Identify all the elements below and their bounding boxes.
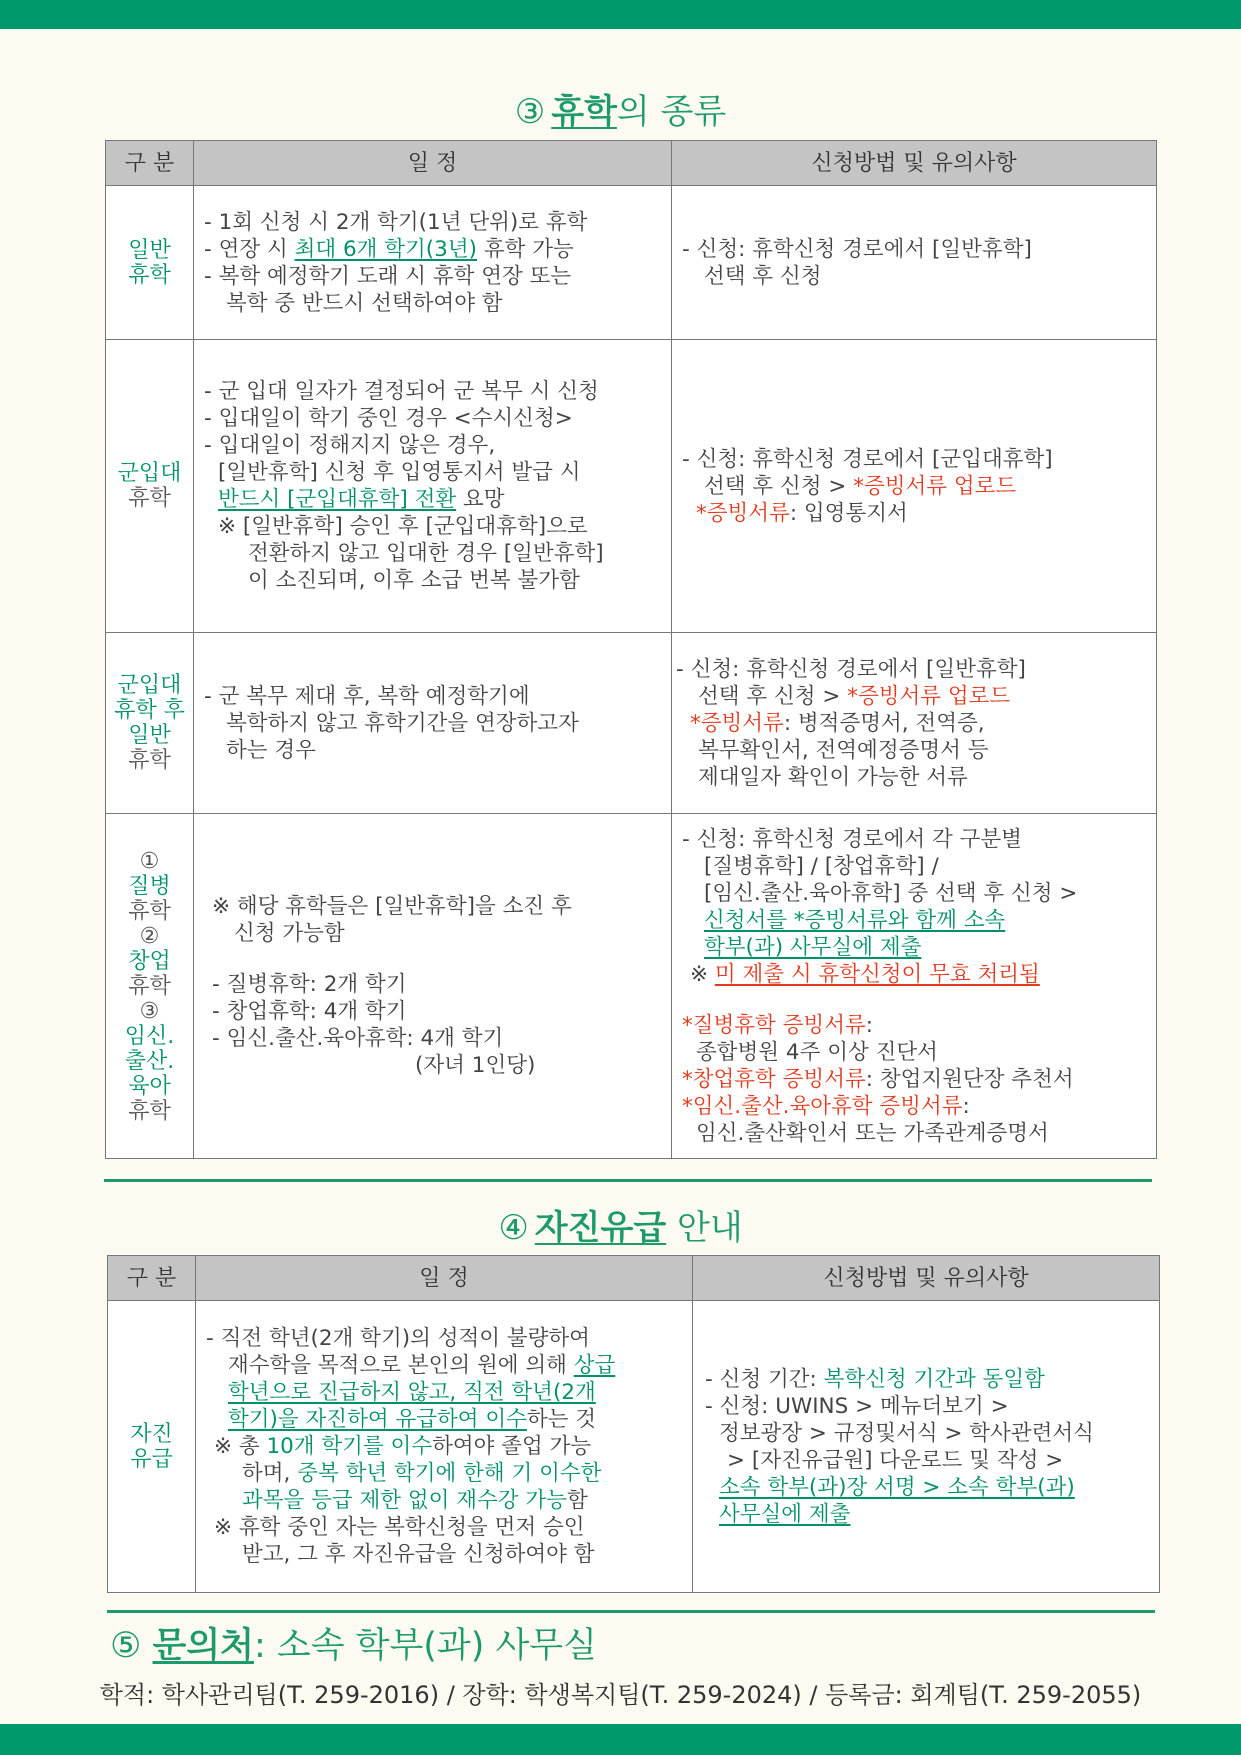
method-line: - 신청: 휴학신청 경로에서 [일반휴학] (676, 656, 1026, 682)
sched-note (206, 1460, 691, 1487)
method-line (682, 1066, 1155, 1093)
cat-line: 휴학 (128, 1098, 171, 1124)
sched-note (206, 1487, 691, 1514)
sched-note: 신청 가능함 (234, 921, 345, 946)
highlight: *증빙서류 업로드 (853, 473, 1017, 499)
sched-line: - 임신.출산.육아휴학: 4개 학기 (212, 1026, 504, 1051)
text: 선택 후 신청 > (698, 683, 848, 709)
text: 휴학 가능 (477, 236, 574, 262)
method-line: - 신청: 휴학신청 경로에서 각 구분별 (682, 826, 1022, 852)
row-method (693, 1301, 1160, 1593)
method-line: [질병휴학] / [창업휴학] / (704, 853, 939, 879)
sched-line: - 입대일이 정해지지 않은 경우, (204, 433, 496, 458)
sched-note: ※ [일반휴학] 승인 후 [군입대휴학]으로 (218, 514, 588, 539)
text: : 창업지원단장 추천서 (865, 1066, 1074, 1092)
top-bar (0, 0, 1241, 29)
sched-line: [일반휴학] 신청 후 입영통지서 발급 시 (218, 460, 581, 485)
section3-title (0, 84, 1241, 133)
cat-line: ② (139, 923, 160, 949)
cat-line: 육아 (128, 1073, 171, 1099)
sched-line: - 입대일이 학기 중인 경우 <수시신청> (204, 406, 573, 431)
leave-types-table (105, 140, 1157, 1159)
sched-line: - 창업휴학: 4개 학기 (212, 999, 407, 1024)
header-schedule: 일 정 (194, 141, 672, 186)
text: 함 (566, 1488, 588, 1513)
sched-line: - 군 복무 제대 후, 복학 예정학기에 (204, 683, 530, 709)
text: ※ 총 (214, 1434, 267, 1459)
cat-line: 휴학 (128, 486, 171, 511)
sched-line (206, 1352, 691, 1379)
text: - 신청 기간: (705, 1366, 824, 1392)
cat-line: 자진 (130, 1421, 173, 1447)
method-line (682, 1093, 1155, 1120)
method-line: 종합병원 4주 이상 진단서 (696, 1039, 938, 1065)
row-category (108, 1301, 196, 1593)
highlight: 10개 학기를 이수 (266, 1434, 433, 1459)
table-header-row (108, 1256, 1160, 1301)
divider (104, 1179, 1152, 1182)
method-line: 선택 후 신청 (704, 263, 822, 289)
cat-line: 창업 (128, 948, 171, 974)
text: - 연장 시 (204, 236, 295, 262)
highlight: *임신.출산.육아휴학 증빙서류 (682, 1093, 963, 1119)
cat-line: 군입대 (117, 461, 182, 486)
method-line: > [자진유급원] 다운로드 및 작성 > (727, 1447, 1064, 1473)
sched-line (206, 1406, 691, 1433)
row-schedule (196, 1301, 693, 1593)
method-line: 복무확인서, 전역예정증명서 등 (698, 737, 989, 763)
method-line (682, 961, 1155, 988)
method-line (682, 500, 1155, 527)
text: ※ (690, 961, 715, 987)
table-row (106, 633, 1157, 814)
row-schedule (194, 186, 672, 340)
cat-line: 군입대 (117, 673, 182, 698)
sched-note: ※ 해당 휴학들은 [일반휴학]을 소진 후 (212, 894, 572, 919)
voluntary-repeat-table (107, 1255, 1160, 1593)
header-method: 신청방법 및 유의사항 (672, 141, 1157, 186)
highlight: 상급 (573, 1353, 616, 1378)
highlight: 미 제출 시 휴학신청이 무효 처리됨 (714, 961, 1040, 987)
sched-line: 복학하지 않고 휴학기간을 연장하고자 (226, 710, 579, 736)
method-line: 정보광장 > 규정및서식 > 학사관련서식 (719, 1420, 1094, 1446)
cat-line: 출산. (124, 1048, 175, 1074)
text: : (865, 1012, 873, 1038)
sched-line: - 직전 학년(2개 학기)의 성적이 불량하여 (206, 1326, 590, 1351)
text: 하여야 졸업 가능 (432, 1434, 592, 1459)
header-schedule: 일 정 (196, 1256, 693, 1301)
method-line: [임신.출산.육아휴학] 중 선택 후 신청 > (704, 880, 1078, 906)
method-line (705, 1366, 1158, 1393)
sched-note (206, 1433, 691, 1460)
row-schedule (194, 340, 672, 633)
highlight: 최대 6개 학기(3년) (294, 236, 477, 262)
row-schedule (194, 633, 672, 814)
method-line: 소속 학부(과)장 서명 > 소속 학부(과) (719, 1474, 1075, 1500)
highlight: *증빙서류 업로드 (847, 683, 1011, 709)
row-method (672, 814, 1157, 1159)
cat-line: 일반 (128, 723, 171, 748)
table-row (106, 814, 1157, 1159)
table-row (106, 340, 1157, 633)
cat-line: 일반 (128, 237, 171, 263)
contact-phones: 학적: 학사관리팀(T. 259-2016) / 장학: 학생복지팀(T. 259-2024) / 등록금: 회계팀(T. 259-2055) (99, 1681, 1142, 1709)
method-line: - 신청: 휴학신청 경로에서 [군입대휴학] (682, 446, 1053, 472)
highlight: 복학신청 기간과 동일함 (823, 1366, 1045, 1392)
sched-line: (자녀 1인당) (415, 1053, 536, 1078)
section4-title-rest: 안내 (666, 1208, 743, 1248)
sched-line (204, 486, 670, 513)
method-line (682, 473, 1155, 500)
section4-title (0, 1200, 1241, 1249)
table-header-row (106, 141, 1157, 186)
section4-title-keyword: 자진유급 (534, 1208, 667, 1248)
cat-line: 휴학 (128, 898, 171, 924)
text: 재수학을 목적으로 본인의 원에 의해 (228, 1353, 574, 1378)
sched-line: - 질병휴학: 2개 학기 (212, 972, 407, 997)
method-line: 제대일자 확인이 가능한 서류 (698, 764, 968, 790)
row-category (106, 340, 194, 633)
row-category (106, 814, 194, 1159)
section3-title-keyword: 휴학 (551, 92, 617, 132)
method-line: 학부(과) 사무실에 제출 (704, 934, 922, 960)
text: 하며, (242, 1461, 298, 1486)
method-line: - 신청: UWINS > 메뉴더보기 > (705, 1393, 1009, 1419)
section5-title-keyword: 문의처 (152, 1626, 254, 1666)
section4-number: ④ (498, 1208, 529, 1248)
row-category (106, 186, 194, 340)
text: 요망 (456, 487, 505, 512)
divider (107, 1610, 1155, 1613)
highlight: *증빙서류 (696, 500, 790, 526)
header-category: 구 분 (108, 1256, 196, 1301)
cat-line: 휴학 후 (114, 698, 185, 723)
cat-line: 질병 (128, 873, 171, 899)
section5-number: ⑤ (110, 1626, 142, 1666)
sched-line: - 1회 신청 시 2개 학기(1년 단위)로 휴학 (204, 209, 588, 235)
table-row (108, 1301, 1160, 1593)
sched-note: 전환하지 않고 입대한 경우 [일반휴학] (248, 541, 604, 566)
sched-note: 받고, 그 후 자진유급을 신청하여야 함 (242, 1542, 595, 1567)
text: : 병적증명서, 전역증, (783, 710, 985, 736)
cat-line: 휴학 (128, 973, 171, 999)
highlight: 과목을 등급 제한 없이 재수강 가능 (242, 1488, 567, 1513)
method-line (676, 710, 1155, 737)
sched-line: - 군 입대 일자가 결정되어 군 복무 시 신청 (204, 379, 599, 404)
header-method: 신청방법 및 유의사항 (693, 1256, 1160, 1301)
highlight: 중복 학년 학기에 한해 기 이수한 (297, 1461, 602, 1486)
row-method (672, 633, 1157, 814)
highlight: *증빙서류 (690, 710, 784, 736)
method-line: 사무실에 제출 (719, 1501, 851, 1527)
highlight: 학기)을 자진하여 유급하여 이수 (228, 1407, 527, 1432)
cat-line: 휴학 (128, 748, 171, 773)
method-line: 신청서를 *증빙서류와 함께 소속 (704, 907, 1006, 933)
cat-line: 휴학 (128, 262, 171, 288)
highlight: *질병휴학 증빙서류 (682, 1012, 866, 1038)
method-line: - 신청: 휴학신청 경로에서 [일반휴학] (682, 236, 1032, 262)
sched-line: 복학 중 반드시 선택하여야 함 (226, 290, 503, 316)
text: : 입영통지서 (789, 500, 908, 526)
row-method (672, 186, 1157, 340)
header-category: 구 분 (106, 141, 194, 186)
table-row (106, 186, 1157, 340)
text: 하는 것 (526, 1407, 597, 1432)
sched-note: 이 소진되며, 이후 소급 번복 불가함 (248, 568, 580, 593)
method-line (676, 683, 1155, 710)
section3-number: ③ (514, 92, 546, 132)
section3-title-rest: 의 종류 (616, 92, 727, 132)
row-category (106, 633, 194, 814)
cat-line: ③ (139, 998, 160, 1024)
sched-line: - 복학 예정학기 도래 시 휴학 연장 또는 (204, 263, 572, 289)
row-schedule (194, 814, 672, 1159)
section5-title-rest: : 소속 학부(과) 사무실 (253, 1626, 597, 1666)
bottom-bar (0, 1724, 1241, 1755)
sched-line: 학년으로 진급하지 않고, 직전 학년(2개 (228, 1380, 596, 1405)
contact-title (110, 1618, 597, 1668)
cat-line: ① (139, 848, 160, 874)
sched-line: 하는 경우 (226, 737, 316, 763)
row-method (672, 340, 1157, 633)
cat-line: 유급 (130, 1446, 173, 1472)
text: : (962, 1093, 970, 1119)
cat-line: 임신. (124, 1023, 175, 1049)
highlight: *창업휴학 증빙서류 (682, 1066, 866, 1092)
text: 선택 후 신청 > (704, 473, 854, 499)
method-line: 임신.출산확인서 또는 가족관계증명서 (696, 1120, 1049, 1146)
sched-note: ※ 휴학 중인 자는 복학신청을 먼저 승인 (214, 1515, 585, 1540)
sched-line (204, 236, 670, 263)
highlight: 반드시 [군입대휴학] 전환 (218, 487, 457, 512)
method-line (682, 1012, 1155, 1039)
